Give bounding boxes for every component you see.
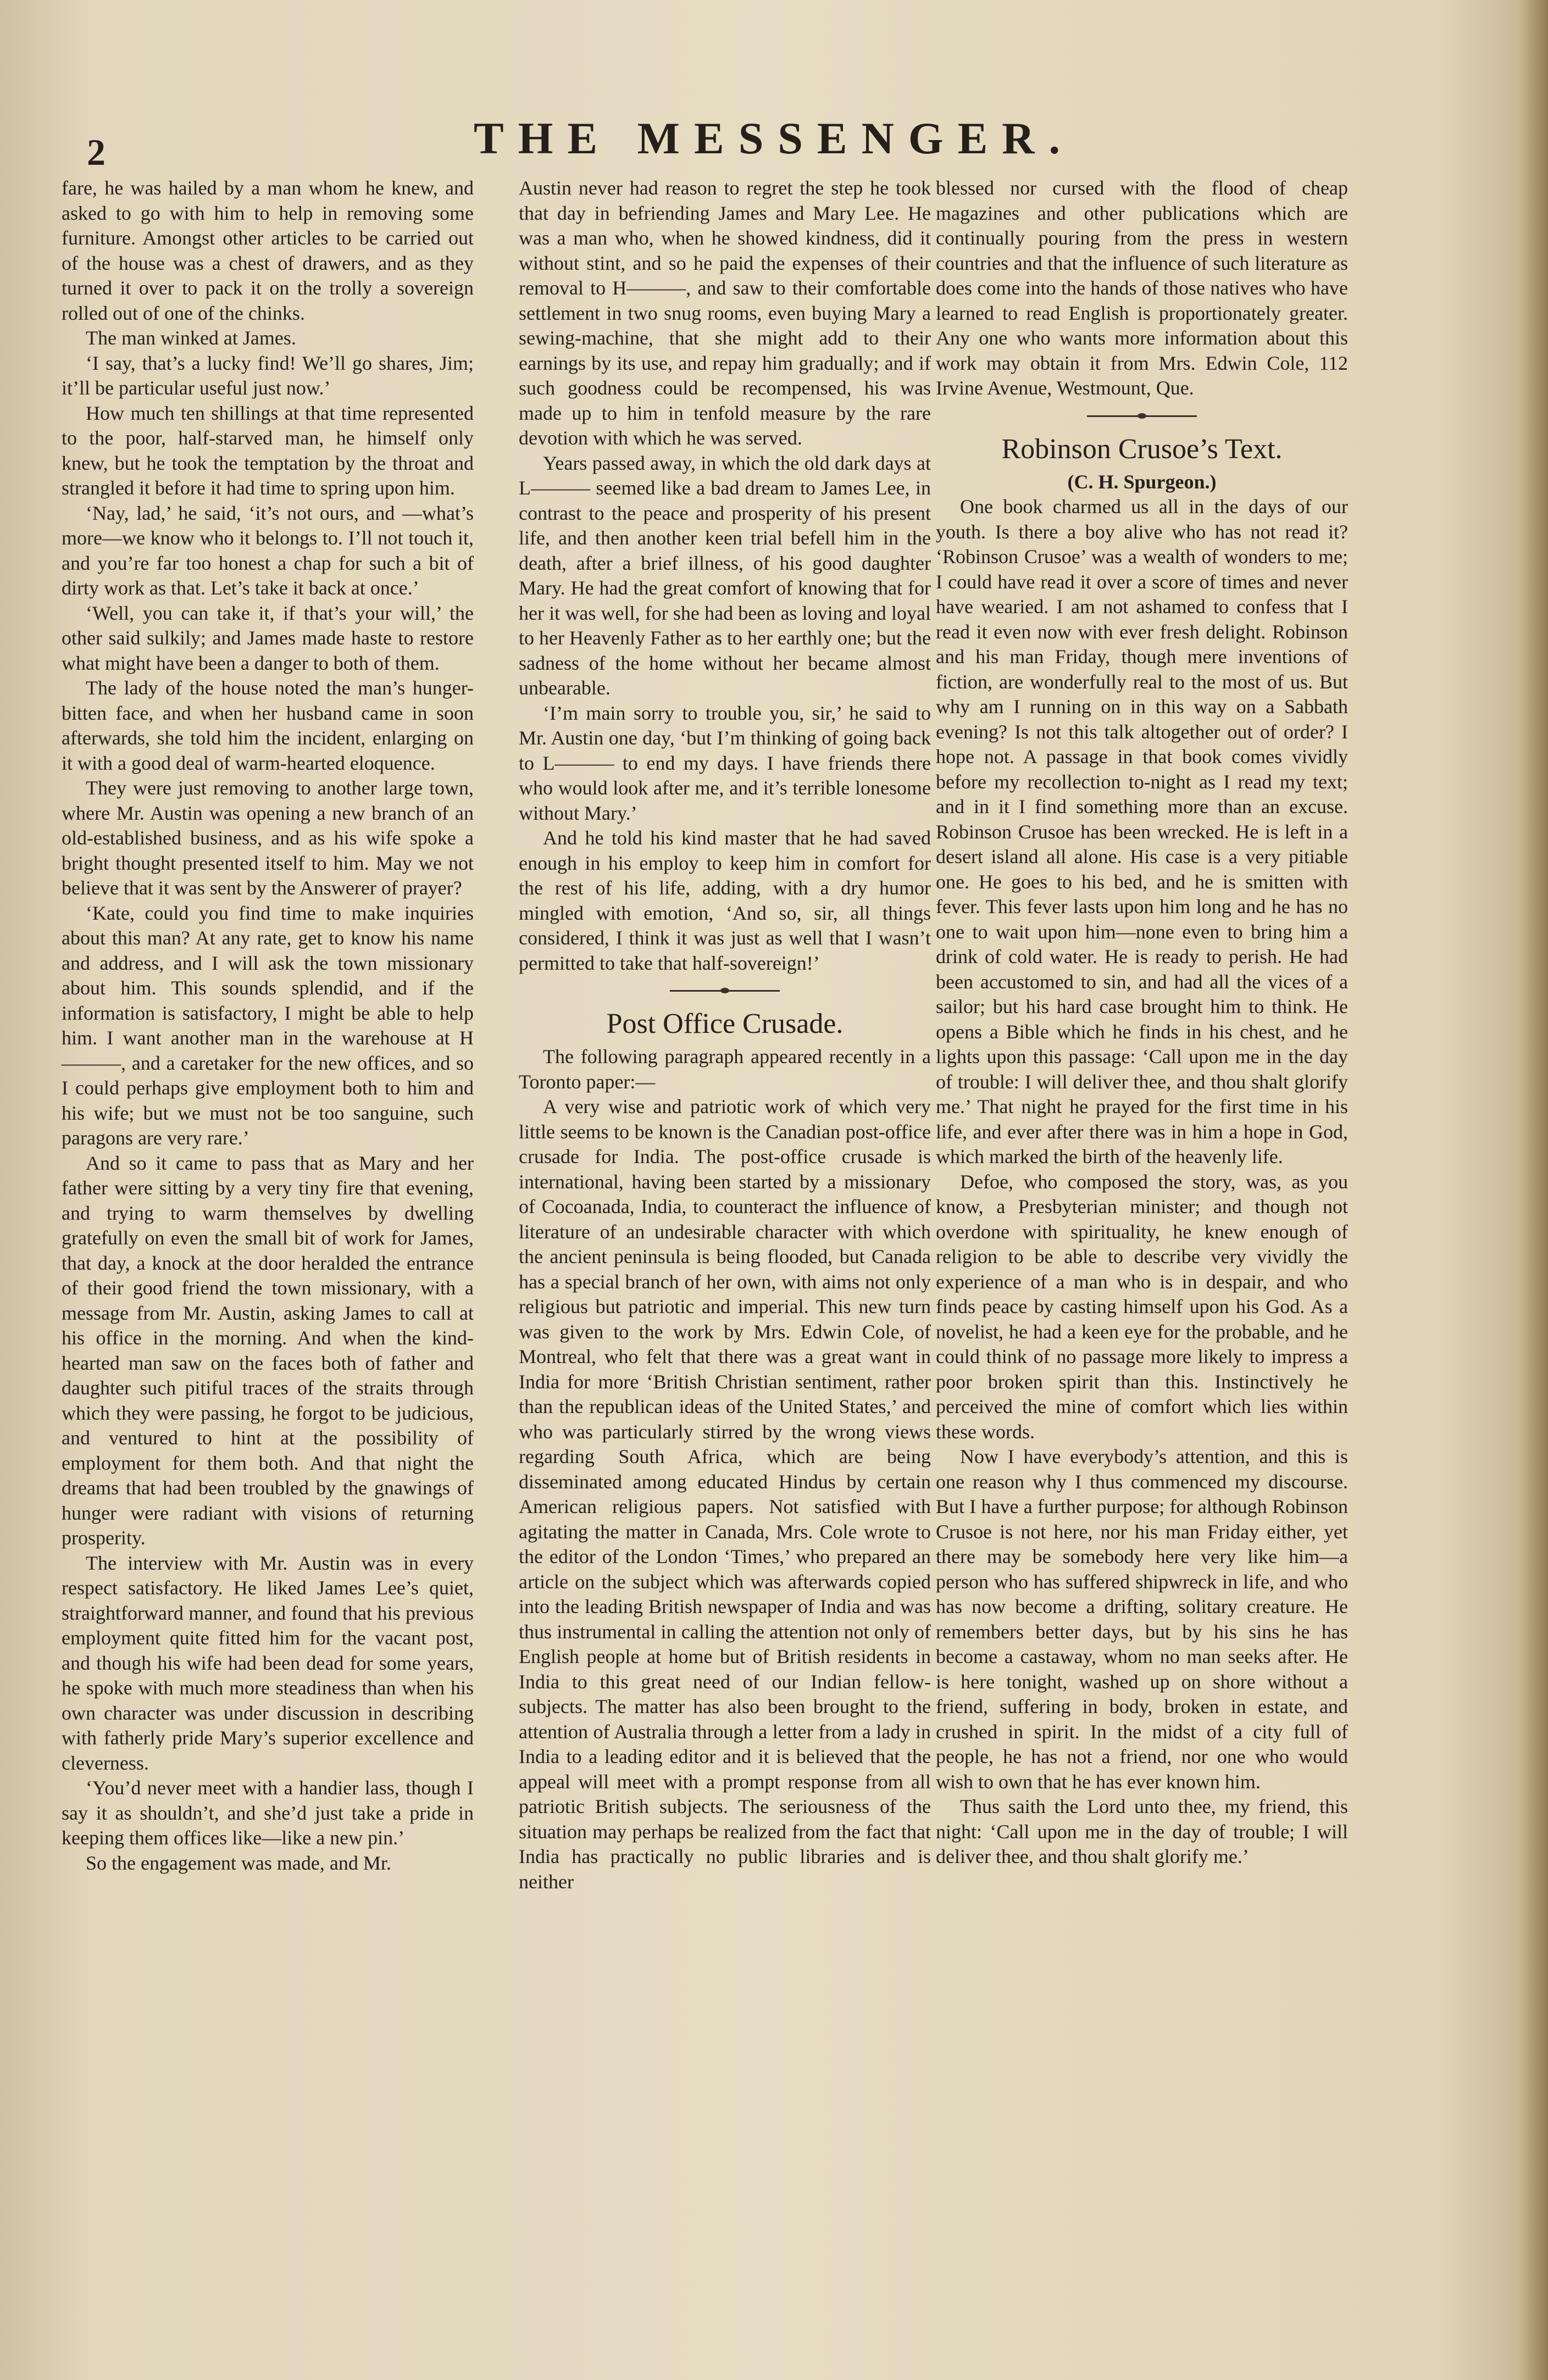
byline: (C. H. Spurgeon.)	[1067, 470, 1217, 493]
paragraph: Austin never had reason to regret the step he took that day in befriending James and Mary Lee. He was a man who, when he showed kindness, did it without stint, and so he paid the expenses of their removal to H———, and saw to their comfortable settlement in two snug rooms, even buying Mary a sewing-machine, that she might add to their earnings by its use, and repay him gradually; and if such goodness could be recompensed, his was made up to him in tenfold measure by the rare devotion with which he was served.	[519, 177, 931, 449]
paragraph: The interview with Mr. Austin was in every respect satisfactory. He liked James Lee’s quiet, straightforward manner, and found that his previous employment quite fitted him for the vacant post, and though his wife had been dead for some years, he spoke with much more steadiness than when his own character was under discussion in describing with fatherly pride Mary’s superior excellence and cleverness.	[62, 1552, 474, 1774]
paragraph: A very wise and patriotic work of which very little seems to be known is the Canadian post-office crusade for India. The post-office crusade is international, having been started by a missionary of Cocoanada, India, to counteract the influence of literature of an undesirable character with which the ancient peninsula is being flooded, but Canada has a special branch of her own, with aims not only religious but patriotic and imperial. This new turn was given to the work by Mrs. Edwin Cole, of Montreal, who felt that there was a great want in India for more ‘British Christian sentiment, rather than the republican ideas of the United States,’ and who was particularly stirred by the wrong views regarding South Africa, which are being disseminated among educated Hindus by certain American religious papers. Not satisfied with agitating the matter in Canada, Mrs. Cole wrote to the editor of the London ‘Times,’ who prepared an article on the subject which was afterwards copied into the leading British newspaper of India and was thus instrumental in calling the attention not only of English people at home but of British residents in India to this great need of our Indian fellow-subjects. The matter has also been brought to the attention of Australia through a letter from a lady in India to a leading editor and it is believed that the appeal will meet with a prompt response from all patriotic British subjects. The seriousness of the situation may perhaps be realized from the fact that India has practically no public libraries and is neither	[519, 1096, 931, 1893]
paragraph: One book charmed us all in the days of our youth. Is there a boy alive who has not read it? ‘Robinson Crusoe’ was a wealth of wonders to me; I could have read it over a score of times and never have wearied. I am not ashamed to confess that I read it even now with ever fresh delight. Robinson and his man Friday, though mere inventions of fiction, are wonderfully real to the most of us. But why am I running on in this way on a Sabbath evening? Is not this talk altogether out of order? I hope not. A passage in that book comes vividly before my recollection to-night as I read my text; and in it I find something more than an excuse. Robinson Crusoe has been wrecked. He is left in a desert island all alone. His case is a very pitiable one. He goes to his bed, and he is smitten with fever. This fever lasts upon him long and he has no one to wait upon him—none even to bring him a drink of cold water. He is ready to perish. He had been accustomed to sin, and had all the vices of a sailor; but his hard case brought him to think. He opens a Bible which he finds in his chest, and he lights upon this passage: ‘Call upon me in the day of trouble: I will deliver thee, and thou shalt glorify me.’ That night he prayed for the first time in his life, and ever after there was in him a hope in God, which marked the birth of the heavenly life.	[936, 496, 1348, 1167]
paragraph: So the engagement was made, and Mr.	[86, 1851, 391, 1874]
paragraph: Thus saith the Lord unto thee, my friend, this night: ‘Call upon me in the day of trouble; I will deliver thee, and thou shalt glorify me.’	[936, 1795, 1348, 1867]
page-edge-shadow	[1518, 0, 1548, 2380]
paragraph: The man winked at James.	[86, 327, 296, 349]
paragraph: ‘Nay, lad,’ he said, ‘it’s not ours, and —what’s more—we know who it belongs to. I’ll not touch it, and you’re far too honest a chap for such a bit of dirty work as that. Let’s take it back at once.’	[62, 502, 474, 599]
paragraph: The lady of the house noted the man’s hunger-bitten face, and when her husband came in soon afterwards, she told him the incident, enlarging on it with a good deal of warm-hearted eloquence.	[62, 677, 474, 774]
divider-ornament	[720, 988, 729, 993]
paragraph: fare, he was hailed by a man whom he knew, and asked to go with him to help in removing some furniture. Amongst other articles to be carried out of the house was a chest of drawers, and as they turned it over to pack it on the trolly a sovereign rolled out of one of the chinks.	[62, 177, 474, 324]
masthead-title: THE MESSENGER.	[473, 113, 1075, 163]
paragraph: blessed nor cursed with the flood of cheap magazines and other publications which are continually pouring from the press in western countries and that the influence of such literature as does come into the hands of those natives who have learned to read English is proportionately greater. Any one who wants more information about this work may obtain it from Mrs. Edwin Cole, 112 Irvine Avenue, Westmount, Que.	[936, 177, 1348, 399]
paragraph: How much ten shillings at that time represented to the poor, half-starved man, he himself only knew, but he took the temptation by the throat and strangled it before it had time to spring upon him.	[62, 402, 474, 499]
paragraph: ‘Well, you can take it, if that’s your will,’ the other said sulkily; and James made haste to restore what might have been a danger to both of them.	[62, 602, 474, 674]
paragraph: Now I have everybody’s attention, and this is one reason why I thus commenced my discourse. But I have a further purpose; for although Robinson Crusoe is not here, nor his man Friday either, yet there may be somebody here very like him—a person who has suffered shipwreck in life, and who has now become a drifting, solitary creature. He remembers better days, but by his sins he has become a castaway, whom no man seeks after. He is here tonight, washed up on shore without a friend, suffering in body, broken in estate, and crushed in spirit. In the midst of a city full of people, he has not a friend, nor one who would wish to own that he has ever known him.	[936, 1445, 1348, 1793]
column-2	[519, 176, 931, 1894]
paragraph: They were just removing to another large town, where Mr. Austin was opening a new branch of an old-established business, and as his wife spoke a bright thought presented itself to him. May we not believe that it was sent by the Answerer of prayer?	[62, 777, 474, 899]
column-1	[62, 176, 474, 1876]
section-divider	[1087, 415, 1197, 417]
article-heading-post-office-crusade: Post Office Crusade.	[606, 1008, 844, 1039]
section-divider	[670, 990, 780, 992]
article-heading-robinson-crusoe: Robinson Crusoe’s Text.	[1001, 433, 1283, 465]
paragraph: ‘You’d never meet with a handier lass, though I say it as shouldn’t, and she’d just take a pride in keeping them offices like—like a new pin.’	[62, 1777, 474, 1849]
page-number: 2	[87, 131, 106, 173]
column-3	[936, 176, 1348, 1870]
paragraph: Years passed away, in which the old dark days at L——— seemed like a bad dream to James Lee, in contrast to the peace and prosperity of his present life, and then another keen trial befell him in the death, after a brief illness, of his good daughter Mary. He had the great comfort of knowing that for her it was well, for she had been as loving and loyal to her Heavenly Father as to her earthly one; but the sadness of the home without her became almost unbearable.	[519, 452, 931, 699]
divider-ornament	[1138, 413, 1146, 419]
paragraph: And he told his kind master that he had saved enough in his employ to keep him in comfort for the rest of his life, adding, with a dry humor mingled with emotion, ‘And so, sir, all things considered, I think it was just as well that I wasn’t permitted to take that half-sovereign!’	[519, 827, 931, 974]
paragraph: ‘I’m main sorry to trouble you, sir,’ he said to Mr. Austin one day, ‘but I’m thinking of going back to L——— to end my days. I have friends there who would look after me, and it’s terrible lonesome without Mary.’	[519, 702, 931, 824]
paragraph: ‘I say, that’s a lucky find! We’ll go shares, Jim; it’ll be particular useful just now.’	[62, 352, 474, 399]
paragraph: The following paragraph appeared recently in a Toronto paper:—	[519, 1046, 931, 1093]
paragraph: ‘Kate, could you find time to make inquiries about this man? At any rate, get to know his name and address, and I will ask the town missionary about him. This sounds splendid, and if the information is satisfactory, I might be able to help him. I want another man in the warehouse at H———, and a caretaker for the new offices, and so I could perhaps give employment both to him and his wife; but we must not be too sanguine, such paragons are very rare.’	[62, 902, 474, 1149]
paragraph: Defoe, who composed the story, was, as you know, a Presbyterian minister; and though not overdone with spirituality, he knew enough of religion to be able to describe very vividly the experience of a man who is in despair, and who finds peace by casting himself upon his God. As a novelist, he had a keen eye for the probable, and he could think of no passage more likely to impress a poor broken spirit than this. Instinctively he perceived the mine of comfort which lies within these words.	[936, 1170, 1348, 1443]
paragraph: And so it came to pass that as Mary and her father were sitting by a very tiny fire that evening, and trying to warm themselves by dwelling gratefully on even the small bit of work for James, that day, a knock at the door heralded the entrance of their good friend the town missionary, with a message from Mr. Austin, asking James to call at his office in the morning. And when the kind-hearted man saw on the faces both of father and daughter such pitiful traces of the straits through which they were passing, he forgot to be judicious, and ventured to hint at the possibility of employment for them both. And that night the dreams that had been troubled by the gnawings of hunger were radiant with visions of returning prosperity.	[62, 1152, 474, 1549]
